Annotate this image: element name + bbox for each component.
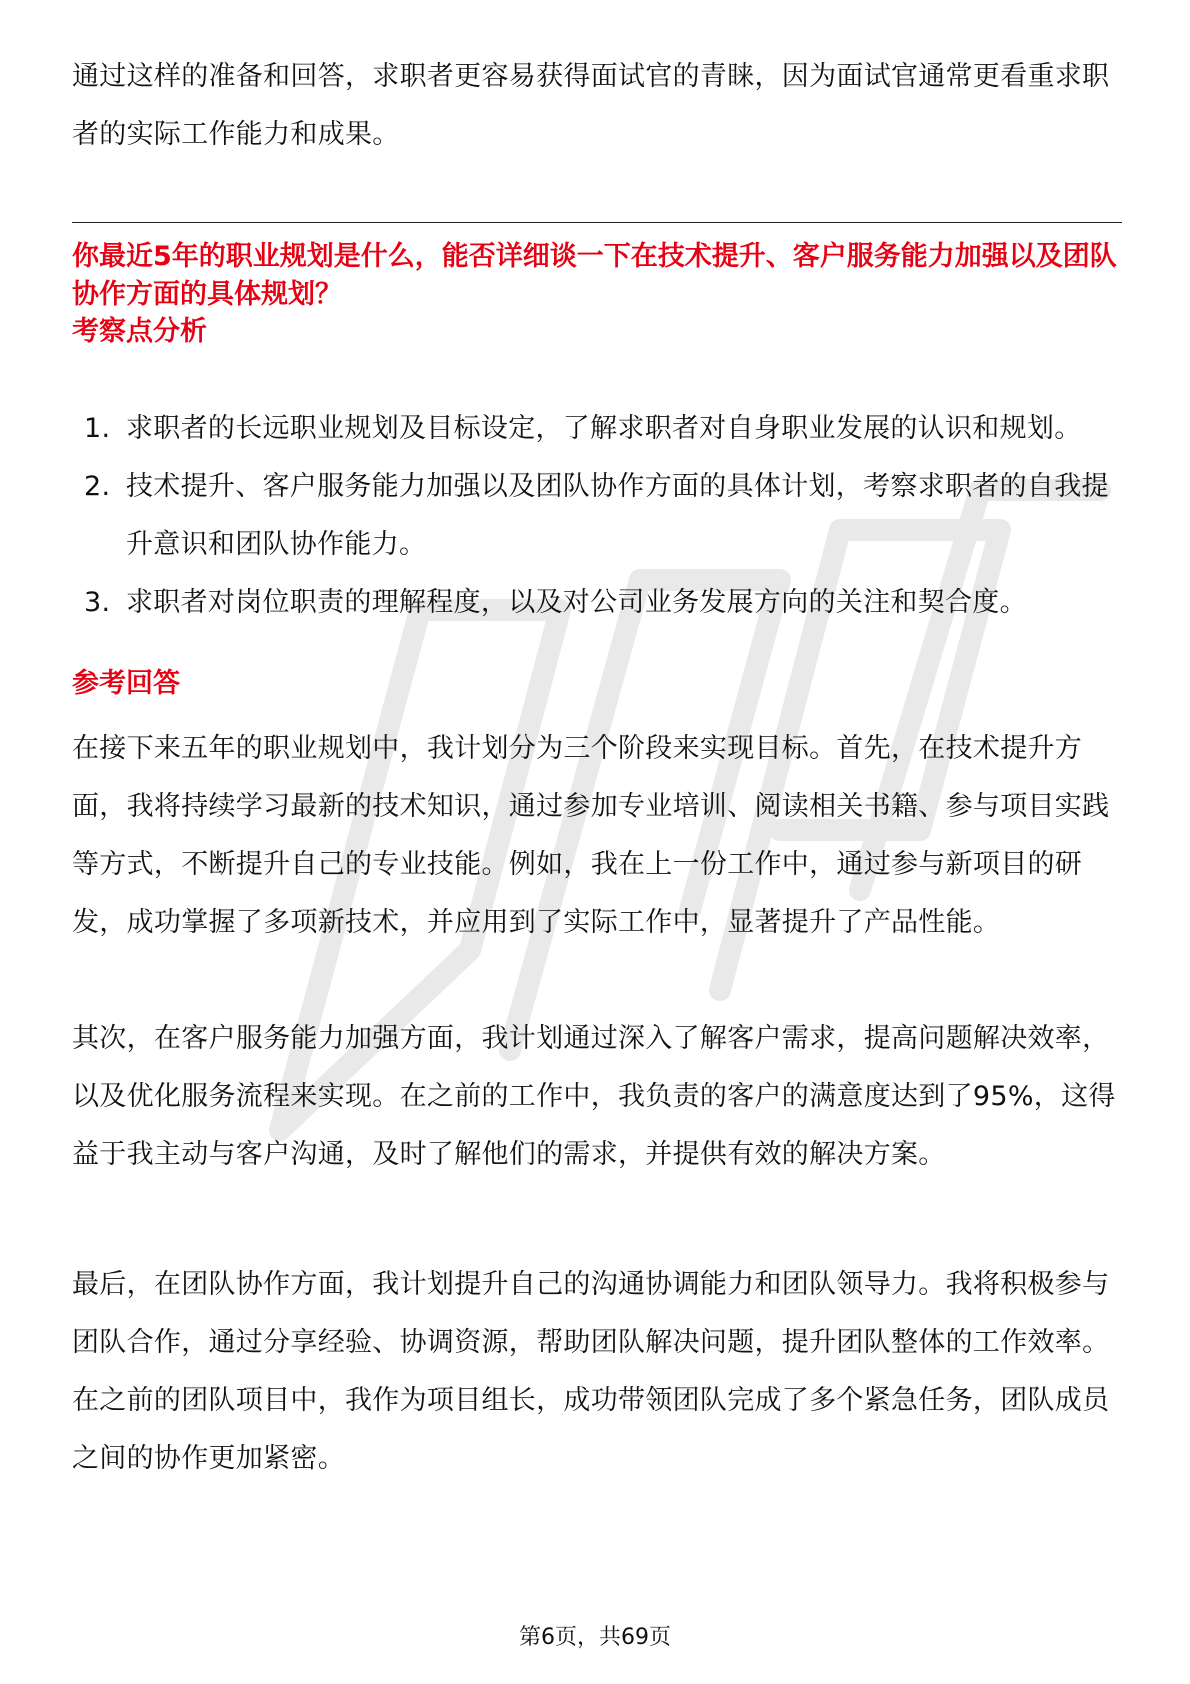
answer-heading: 参考回答: [72, 668, 180, 699]
answer-paragraph: 在接下来五年的职业规划中，我计划分为三个阶段来实现目标。首先，在技术提升方面，我将持续学习最新的技术知识，通过参加专业培训、阅读相关书籍、参与项目实践等方式，不断提升自己的专业技能。例如，我在上一份工作中，通过参与新项目的研发，成功掌握了多项新技术，并应用到了实际工作中，显著提升了产品性能。: [72, 733, 1110, 938]
analysis-point: [72, 400, 1122, 458]
question-heading: 你最近5年的职业规划是什么，能否详细谈一下在技术提升、客户服务能力加强以及团队协作方面的具体规划？: [72, 241, 1117, 310]
point-text: 技术提升、客户服务能力加强以及团队协作方面的具体计划，考察求职者的自我提升意识和团队协作能力。: [126, 471, 1109, 560]
answer-paragraph: 其次，在客户服务能力加强方面，我计划通过深入了解客户需求，提高问题解决效率，以及优化服务流程来实现。在之前的工作中，我负责的客户的满意度达到了95%，这得益于我主动与客户沟通，及时了解他们的需求，并提供有效的解决方案。: [72, 1023, 1116, 1170]
point-number: 2.: [84, 471, 111, 502]
page-number: 第6页，共69页: [519, 1625, 671, 1650]
analysis-list: [72, 400, 1122, 632]
point-number: 1.: [84, 413, 111, 444]
point-text: 求职者对岗位职责的理解程度，以及对公司业务发展方向的关注和契合度。: [126, 587, 1027, 618]
point-text: 求职者的长远职业规划及目标设定，了解求职者对自身职业发展的认识和规划。: [126, 413, 1082, 444]
section-divider: [72, 222, 1122, 223]
point-number: 3.: [84, 587, 111, 618]
answer-paragraph: 最后，在团队协作方面，我计划提升自己的沟通协调能力和团队领导力。我将积极参与团队合作，通过分享经验、协调资源，帮助团队解决问题，提升团队整体的工作效率。在之前的团队项目中，我作为项目组长，成功带领团队完成了多个紧急任务，团队成员之间的协作更加紧密。: [72, 1269, 1110, 1474]
analysis-point: [72, 574, 1122, 632]
analysis-point: [72, 458, 1122, 574]
analysis-heading: 考察点分析: [72, 316, 207, 347]
intro-paragraph: 通过这样的准备和回答，求职者更容易获得面试官的青睐，因为面试官通常更看重求职者的实际工作能力和成果。: [72, 61, 1110, 150]
